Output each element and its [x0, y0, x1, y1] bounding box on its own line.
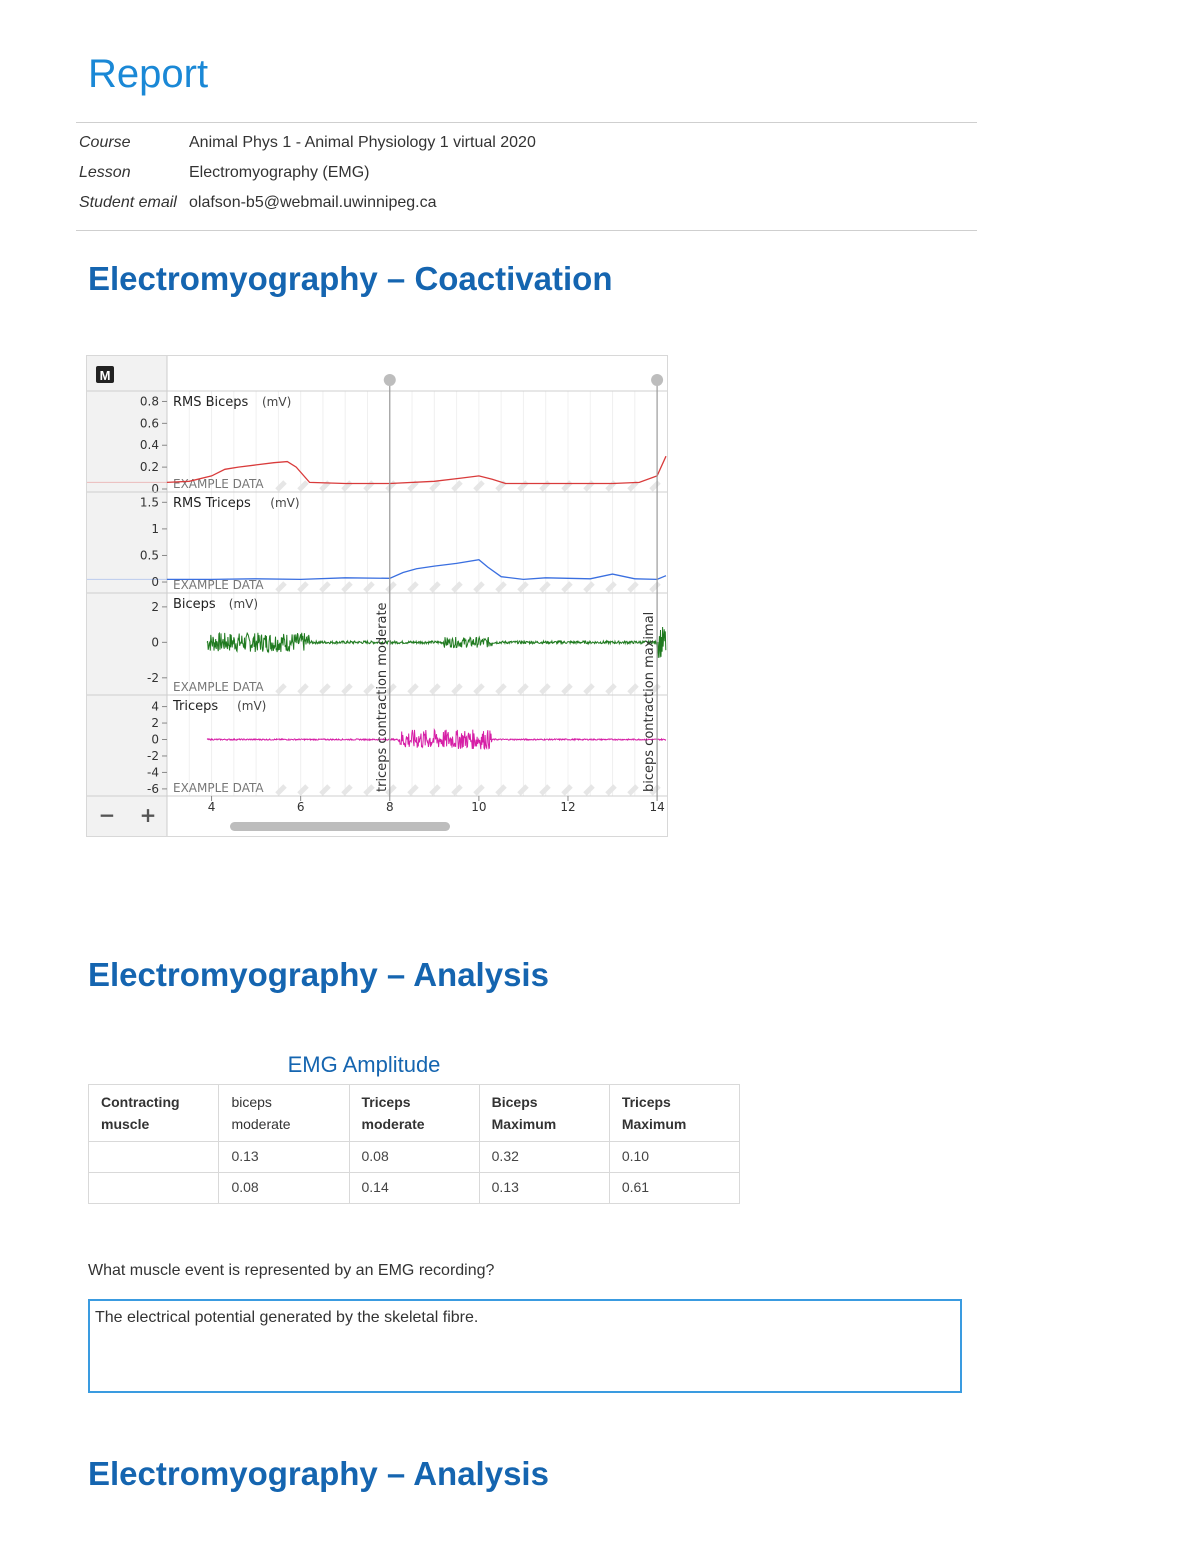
marker-handle — [651, 374, 663, 386]
y-tick-label: 0 — [151, 732, 159, 747]
y-tick-label: 0.2 — [139, 460, 159, 475]
table-cell[interactable]: 0.14 — [349, 1173, 479, 1204]
series-rms-triceps — [167, 560, 666, 580]
watermark-hatch — [651, 583, 659, 591]
watermark-hatch — [607, 786, 615, 794]
marker-label-1: biceps contraction maximal — [642, 611, 658, 792]
marker-label-0: triceps contraction moderate — [374, 602, 390, 792]
x-tick-label: 8 — [385, 800, 394, 814]
table-cell[interactable]: 0.32 — [479, 1142, 609, 1173]
watermark-hatch — [497, 786, 505, 794]
watermark-hatch — [365, 786, 373, 794]
course-label: Course — [79, 134, 131, 151]
watermark-hatch — [431, 786, 439, 794]
header-triceps-moderate: Triceps moderate — [349, 1085, 479, 1142]
watermark-hatch — [431, 482, 439, 490]
watermark-hatch — [607, 685, 615, 693]
x-tick-label: 12 — [560, 800, 576, 814]
table-row — [89, 1173, 740, 1204]
divider — [76, 230, 977, 231]
header-triceps-maximum: Triceps Maximum — [609, 1085, 739, 1142]
table-cell[interactable]: 0.61 — [609, 1173, 739, 1204]
panel-title-2: Biceps — [173, 597, 216, 612]
watermark-hatch — [563, 685, 571, 693]
y-tick-label: 0.6 — [139, 416, 159, 431]
watermark-hatch — [321, 583, 329, 591]
watermark-hatch — [343, 583, 351, 591]
course-value: Animal Phys 1 - Animal Physiology 1 virtual 2020 — [189, 134, 536, 151]
watermark-hatch — [541, 583, 549, 591]
watermark-hatch — [409, 482, 417, 490]
y-tick-label: 2 — [151, 599, 159, 614]
watermark-hatch — [343, 685, 351, 693]
chart-top-bar — [167, 356, 667, 391]
watermark-hatch — [585, 786, 593, 794]
header-biceps-maximum: Biceps Maximum — [479, 1085, 609, 1142]
zoom-in-button: + — [139, 803, 157, 827]
analysis-title-2: Electromyography – Analysis — [88, 1455, 549, 1492]
analysis-title: Electromyography – Analysis — [88, 956, 549, 993]
zoom-out-button: − — [98, 803, 116, 827]
lesson-value: Electromyography (EMG) — [189, 164, 370, 181]
y-tick-label: -2 — [147, 670, 159, 685]
report-title: Report — [88, 52, 209, 96]
watermark-hatch — [475, 583, 483, 591]
watermark-hatch — [321, 786, 329, 794]
watermark-hatch — [497, 685, 505, 693]
panel-title-1: RMS Triceps — [173, 496, 251, 511]
table-cell[interactable]: 0.10 — [609, 1142, 739, 1173]
watermark-hatch — [651, 482, 659, 490]
divider — [76, 122, 977, 123]
y-tick-label: -6 — [147, 781, 159, 796]
table-title: EMG Amplitude — [287, 1052, 441, 1077]
emg-chart[interactable] — [86, 355, 668, 837]
watermark-hatch — [475, 482, 483, 490]
x-tick-label: 4 — [207, 800, 216, 814]
watermark-hatch — [563, 583, 571, 591]
panel-title-0: RMS Biceps — [173, 395, 249, 410]
watermark-hatch — [497, 583, 505, 591]
watermark-hatch — [365, 685, 373, 693]
lesson-label: Lesson — [79, 164, 131, 181]
table-cell[interactable] — [89, 1173, 219, 1204]
panel-unit-2: (mV) — [228, 597, 259, 611]
question-text: What muscle event is represented by an EMG recording? — [88, 1262, 495, 1279]
watermark-hatch — [387, 583, 395, 591]
watermark-hatch — [453, 583, 461, 591]
panel-watermark-0: EXAMPLE DATA — [173, 477, 264, 491]
x-tick-label: 14 — [649, 800, 665, 814]
y-tick-label: 0 — [151, 482, 159, 496]
watermark-hatch — [629, 583, 637, 591]
y-tick-label: 0 — [151, 575, 159, 590]
panel-watermark-3: EXAMPLE DATA — [173, 781, 264, 795]
watermark-hatch — [431, 583, 439, 591]
watermark-hatch — [453, 786, 461, 794]
email-label: Student email — [79, 194, 177, 211]
watermark-hatch — [321, 685, 329, 693]
watermark-hatch — [607, 583, 615, 591]
emg-chart-svg — [87, 356, 667, 836]
panel-title-3: Triceps — [173, 699, 219, 714]
panel-watermark-2: EXAMPLE DATA — [173, 680, 264, 694]
y-tick-label: 2 — [151, 716, 159, 731]
marker-handle — [384, 374, 396, 386]
table-cell[interactable]: 0.08 — [349, 1142, 479, 1173]
coactivation-title: Electromyography – Coactivation — [88, 260, 613, 297]
chart-scrollbar — [230, 822, 450, 831]
emg-amplitude-table — [88, 1084, 740, 1204]
header-biceps-moderate: biceps moderate — [219, 1085, 349, 1142]
y-tick-label: -4 — [147, 765, 159, 780]
report-meta — [79, 128, 536, 218]
series-triceps — [207, 730, 666, 750]
watermark-hatch — [541, 786, 549, 794]
table-row — [89, 1142, 740, 1173]
y-tick-label: 0 — [151, 635, 159, 650]
watermark-hatch — [409, 685, 417, 693]
y-tick-label: 1 — [151, 521, 159, 536]
table-cell[interactable] — [89, 1142, 219, 1173]
watermark-hatch — [475, 685, 483, 693]
watermark-hatch — [453, 685, 461, 693]
m-badge-label: M — [99, 368, 111, 383]
table-header-row — [89, 1085, 740, 1142]
series-biceps — [207, 627, 666, 658]
x-tick-label: 6 — [296, 800, 305, 814]
watermark-hatch — [563, 786, 571, 794]
watermark-hatch — [343, 786, 351, 794]
watermark-hatch — [409, 786, 417, 794]
watermark-hatch — [629, 685, 637, 693]
table-cell[interactable]: 0.08 — [219, 1173, 349, 1204]
panel-unit-3: (mV) — [237, 699, 267, 713]
header-contracting-muscle: Contracting muscle — [89, 1085, 219, 1142]
email-value: olafson-b5@webmail.uwinnipeg.ca — [189, 194, 437, 211]
watermark-hatch — [519, 583, 527, 591]
y-tick-label: 0.4 — [139, 438, 159, 453]
y-tick-label: 1.5 — [139, 495, 159, 510]
panel-watermark-1: EXAMPLE DATA — [173, 578, 264, 592]
y-tick-label: 0.5 — [139, 548, 159, 563]
watermark-hatch — [541, 685, 549, 693]
panel-unit-0: (mV) — [262, 395, 292, 409]
watermark-hatch — [519, 786, 527, 794]
watermark-hatch — [409, 583, 417, 591]
answer-textbox[interactable]: The electrical potential generated by the skeletal fibre. — [88, 1299, 962, 1393]
watermark-hatch — [475, 786, 483, 794]
watermark-hatch — [585, 685, 593, 693]
watermark-hatch — [519, 685, 527, 693]
watermark-hatch — [585, 583, 593, 591]
table-cell[interactable]: 0.13 — [219, 1142, 349, 1173]
y-tick-label: 4 — [151, 699, 159, 714]
y-tick-label: -2 — [147, 748, 159, 763]
watermark-hatch — [453, 482, 461, 490]
panel-unit-1: (mV) — [270, 496, 300, 510]
table-cell[interactable]: 0.13 — [479, 1173, 609, 1204]
watermark-hatch — [365, 583, 373, 591]
x-tick-label: 10 — [471, 800, 487, 814]
watermark-hatch — [629, 786, 637, 794]
watermark-hatch — [431, 685, 439, 693]
y-tick-label: 0.8 — [139, 394, 159, 409]
